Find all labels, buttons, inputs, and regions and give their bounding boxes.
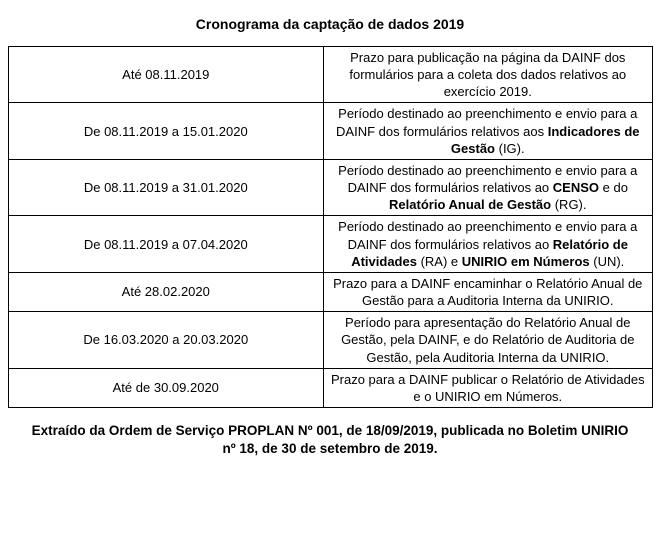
table-row: [8, 47, 652, 103]
description-cell: [324, 368, 652, 407]
table-row: [8, 368, 652, 407]
document-title: Cronograma da captação de dados 2019: [195, 16, 465, 32]
description-cell: [324, 159, 652, 215]
description-segment: Prazo para a DAINF encaminhar o Relatório Anual de Gestão para a Auditoria Interna da UNIRIO.: [333, 275, 643, 309]
schedule-table: [8, 46, 653, 408]
description-bold-segment: Relatório de Atividades: [351, 236, 628, 269]
description-segment: (IG).: [495, 140, 525, 156]
description-cell: [324, 103, 652, 159]
table-row: [8, 312, 652, 368]
period-cell: De 16.03.2020 a 20.03.2020: [8, 312, 324, 368]
description-bold-segment: UNIRIO em Números: [461, 253, 590, 269]
table-row: [8, 216, 652, 272]
description-segment: e do: [599, 180, 628, 196]
period-cell: Até 28.02.2020: [8, 272, 324, 311]
table-row: [8, 103, 652, 159]
period-cell: De 08.11.2019 a 15.01.2020: [8, 103, 324, 159]
description-segment: Prazo para a DAINF publicar o Relatório de Atividades e o UNIRIO em Números.: [330, 371, 645, 404]
description-segment: (UN).: [589, 253, 625, 269]
period-cell: Até de 30.09.2020: [8, 368, 324, 407]
period-cell: Até 08.11.2019: [8, 47, 324, 103]
table-row: [8, 159, 652, 215]
table-row: [8, 272, 652, 311]
period-cell: De 08.11.2019 a 07.04.2020: [8, 216, 324, 272]
description-segment: Prazo para publicação na página da DAINF dos formulários para a coleta dos dados relativos ao exercício 2019.: [349, 50, 627, 100]
source-note: Extraído da Ordem de Serviço PROPLAN Nº 001, de 18/09/2019, publicada no Boletim UNIRIO nº 18, de 30 de setembro de 2019.: [31, 422, 629, 457]
description-bold-segment: Relatório Anual de Gestão: [389, 197, 552, 213]
description-bold-segment: Indicadores de Gestão: [450, 123, 640, 156]
schedule-table-body: [8, 47, 652, 408]
description-segment: Período destinado ao preenchimento e envio para a DAINF dos formulários relativos ao: [338, 219, 638, 252]
description-segment: (RA) e: [416, 253, 462, 269]
description-cell: [324, 312, 652, 368]
description-segment: (RG).: [551, 197, 587, 213]
description-segment: Período destinado ao preenchimento e envio para a DAINF dos formulários relativos ao: [338, 162, 638, 196]
description-bold-segment: CENSO: [552, 180, 600, 196]
description-segment: Período para apresentação do Relatório Anual de Gestão, pela DAINF, e do Relatório de Auditoria de Gestão, pela Auditoria Interna da UNIRIO.: [341, 315, 635, 365]
description-cell: [324, 272, 652, 311]
description-cell: [324, 47, 652, 103]
period-cell: De 08.11.2019 a 31.01.2020: [8, 159, 324, 215]
description-segment: Período destinado ao preenchimento e envio para a DAINF dos formulários relativos aos: [336, 106, 638, 139]
description-cell: [324, 216, 652, 272]
